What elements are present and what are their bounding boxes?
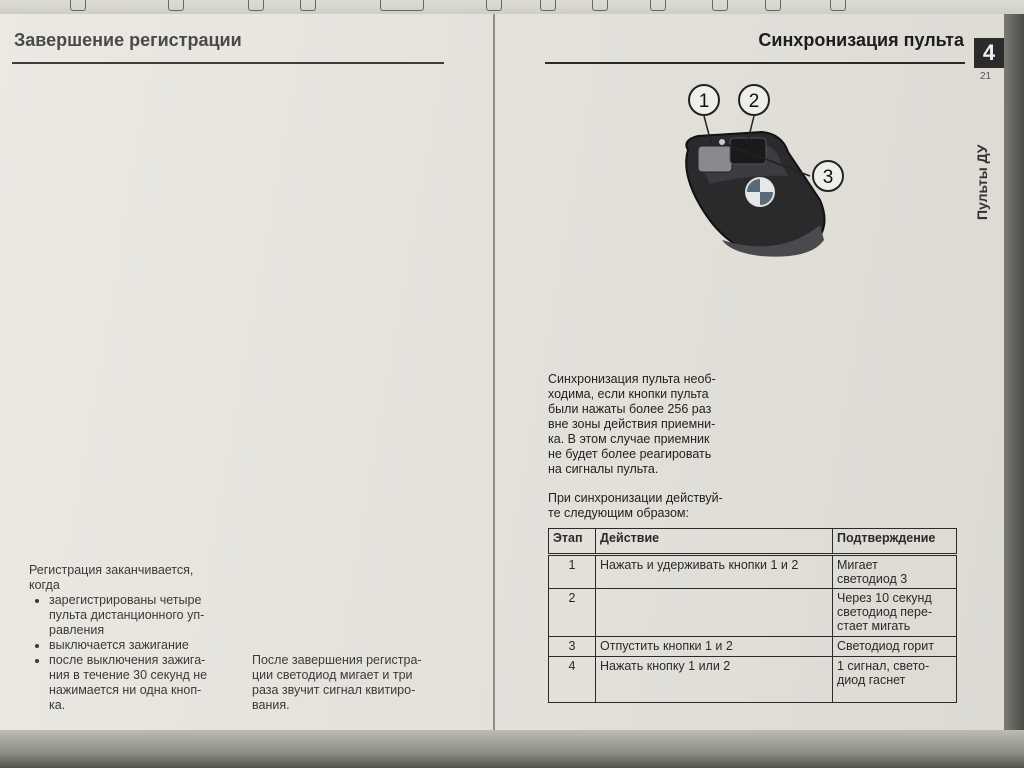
text-line: вания. bbox=[252, 698, 290, 712]
column-header-action: Действие bbox=[596, 529, 833, 555]
heading-rule bbox=[545, 62, 965, 64]
text-line: Синхронизация пульта необ- bbox=[548, 372, 716, 386]
text-line: стает мигать bbox=[837, 619, 911, 633]
sync-description bbox=[548, 372, 748, 477]
text-line: ции светодиод мигает и три bbox=[252, 668, 413, 682]
list-item bbox=[49, 593, 244, 638]
column-header-confirm: Подтверждение bbox=[833, 529, 957, 555]
step-action: Отпустить кнопки 1 и 2 bbox=[596, 637, 833, 657]
toolbar-icon[interactable] bbox=[70, 0, 86, 11]
table-row bbox=[549, 589, 957, 637]
toolbar-icon[interactable] bbox=[592, 0, 608, 11]
table-header-row bbox=[549, 529, 957, 555]
page-divider bbox=[493, 14, 495, 730]
toolbar-icon[interactable] bbox=[650, 0, 666, 11]
list-item-line: ния в течение 30 секунд не bbox=[49, 668, 208, 682]
list-item-line: • выключается зажигание bbox=[49, 638, 189, 652]
step-confirmation bbox=[833, 657, 957, 703]
column-header-step: Этап bbox=[549, 529, 596, 555]
step-action: Нажать и удерживать кнопки 1 и 2 bbox=[596, 555, 833, 589]
text-line: те следующим образом: bbox=[548, 506, 689, 520]
chapter-number: 4 bbox=[974, 38, 1004, 68]
callout-label: 3 bbox=[822, 167, 834, 188]
text-line: не будет более реагировать bbox=[548, 447, 712, 461]
completion-intro: когда bbox=[29, 578, 60, 592]
page-edge bbox=[1004, 14, 1024, 730]
step-confirmation bbox=[833, 589, 957, 637]
button-2-icon bbox=[730, 138, 766, 164]
table-row bbox=[549, 657, 957, 703]
button-1-icon bbox=[698, 146, 732, 172]
text-line: Светодиод горит bbox=[837, 639, 934, 653]
callout-label: 2 bbox=[748, 91, 760, 112]
toolbar-icon[interactable] bbox=[765, 0, 781, 11]
text-line: вне зоны действия приемни- bbox=[548, 417, 716, 431]
sync-steps-table bbox=[548, 528, 957, 703]
list-item-line: пульта дистанционного уп- bbox=[49, 608, 205, 622]
table-row bbox=[549, 555, 957, 589]
completion-intro: Регистрация заканчивается, bbox=[29, 563, 194, 577]
toolbar-icon[interactable] bbox=[248, 0, 264, 11]
list-item-line: ка. bbox=[49, 698, 66, 712]
conditions-list bbox=[29, 593, 244, 713]
toolbar-icon[interactable] bbox=[168, 0, 184, 11]
text-line: были нажаты более 256 раз bbox=[548, 402, 712, 416]
toolbar-icon[interactable] bbox=[540, 0, 556, 11]
step-action: Нажать кнопку 1 или 2 bbox=[596, 657, 833, 703]
page-number: 21 bbox=[980, 71, 992, 82]
text-line: ка. В этом случае приемник bbox=[548, 432, 710, 446]
list-item-line: • зарегистрированы четыре bbox=[49, 593, 202, 607]
list-item-line: равления bbox=[49, 623, 105, 637]
screen-bezel bbox=[0, 730, 1024, 768]
left-page-heading: Завершение регистрации bbox=[14, 30, 242, 50]
text-line: диод гаснет bbox=[837, 673, 906, 687]
chapter-side-tab: Пульты ДУ bbox=[974, 144, 990, 220]
text-line: При синхронизации действуй- bbox=[548, 491, 723, 505]
toolbar-icon[interactable] bbox=[380, 0, 424, 11]
toolbar-icon[interactable] bbox=[830, 0, 846, 11]
step-confirmation bbox=[833, 637, 957, 657]
text-line: светодиод пере- bbox=[837, 605, 933, 619]
step-number: 3 bbox=[549, 637, 596, 657]
text-line: светодиод 3 bbox=[837, 572, 908, 586]
text-line: Мигает bbox=[837, 558, 878, 572]
right-page-heading: Синхронизация пульта bbox=[758, 30, 964, 50]
callout-label: 1 bbox=[698, 91, 710, 112]
toolbar-icon[interactable] bbox=[486, 0, 502, 11]
led-indicator-icon bbox=[719, 139, 725, 145]
viewer-toolbar bbox=[0, 0, 1024, 15]
text-line: После завершения регистра- bbox=[252, 653, 422, 667]
step-number: 4 bbox=[549, 657, 596, 703]
text-line: на сигналы пульта. bbox=[548, 462, 659, 476]
text-line: Через 10 секунд bbox=[837, 591, 932, 605]
table-row bbox=[549, 637, 957, 657]
text-line: раза звучит сигнал квитиро- bbox=[252, 683, 416, 697]
completion-conditions bbox=[29, 563, 244, 713]
text-line: ходима, если кнопки пульта bbox=[548, 387, 709, 401]
list-item bbox=[49, 638, 244, 653]
after-registration-text bbox=[252, 653, 452, 713]
list-item-line: нажимается ни одна кноп- bbox=[49, 683, 202, 697]
remote-key-illustration bbox=[670, 80, 860, 265]
heading-rule bbox=[12, 62, 444, 64]
list-item bbox=[49, 653, 244, 713]
step-confirmation bbox=[833, 555, 957, 589]
step-number: 2 bbox=[549, 589, 596, 637]
toolbar-icon[interactable] bbox=[300, 0, 316, 11]
toolbar-icon[interactable] bbox=[712, 0, 728, 11]
step-number: 1 bbox=[549, 555, 596, 589]
step-action bbox=[596, 589, 833, 637]
procedure-intro bbox=[548, 491, 758, 521]
text-line: 1 сигнал, свето- bbox=[837, 659, 930, 673]
list-item-line: • после выключения зажига- bbox=[49, 653, 206, 667]
